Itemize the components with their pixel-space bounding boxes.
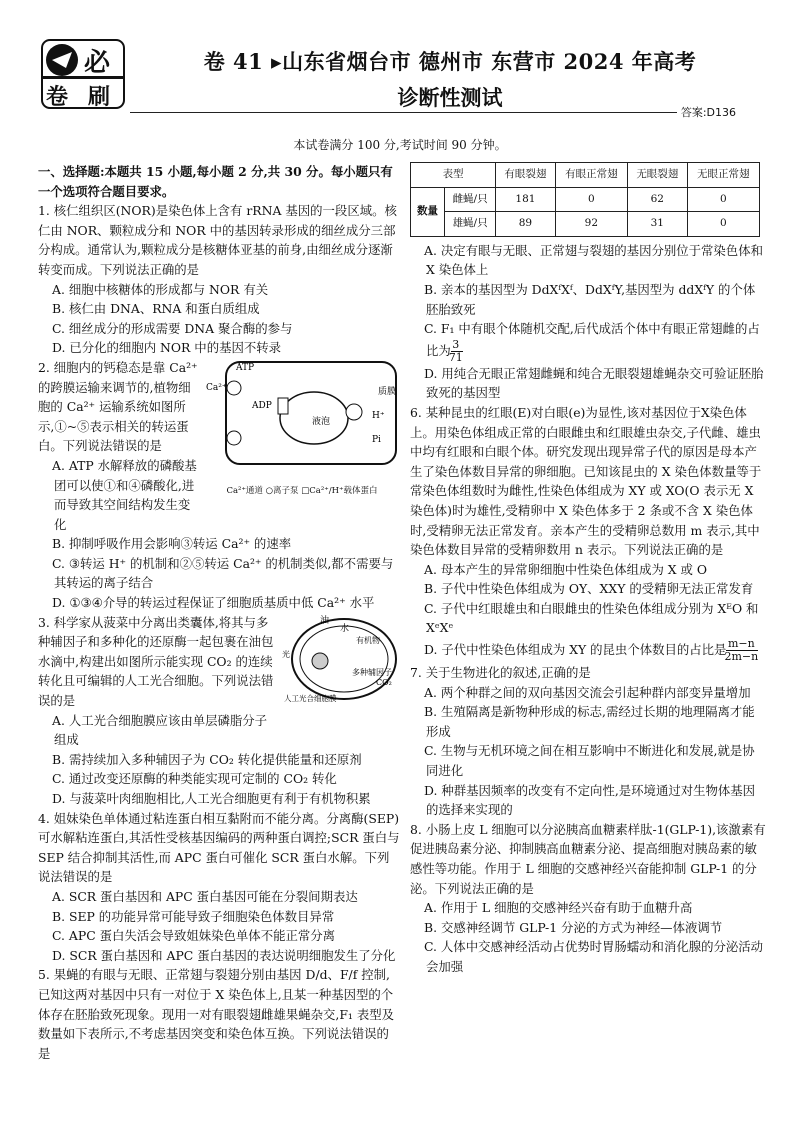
q1-option-a[interactable]: A. 细胞中核糖体的形成都与 NOR 有关 (52, 281, 269, 297)
q8-option-a[interactable]: A. 作用于 L 细胞的交感神经兴奋有助于血糖升高 (424, 900, 693, 916)
q8-stem: 8. 小肠上皮 L 细胞可以分泌胰高血糖素样肽-1(GLP-1),该激素有促进胰岛素分泌、抑制胰高血糖素分泌、提高细胞对胰岛素的敏感性等功能。作用于 L 细胞的交感神经兴奋能抑制 GLP-1 的分泌。下列说法正确的是 (410, 821, 766, 896)
q3-stem: 3. 科学家从菠菜中分离出类囊体,将其与多种辅因子和多种化的还原酶一起包裹在油包水滴中,构建出如图所示能实现 CO₂ 的连续转化且可编辑的人工光合细胞。下列说法错误的是 (38, 614, 274, 709)
exam-note: 本试卷满分 100 分,考试时间 90 分钟。 (293, 138, 507, 152)
q5-fraction (448, 337, 463, 364)
q3-option-d[interactable]: D. 与菠菜叶肉细胞相比,人工光合细胞更有利于有机物积累 (52, 791, 371, 806)
artificial-cell-diagram (280, 613, 400, 705)
q5-option-a[interactable]: A. 决定有眼与无眼、正常翅与裂翅的基因分别位于常染色体和 X 染色体上 (424, 242, 763, 278)
page-title: 卷 41 ▸山东省烟台市 德州市 东营市 2024 年高考 (203, 49, 697, 74)
page-subtitle: 诊断性测试 (397, 85, 503, 110)
q5-cell: 92 (555, 212, 627, 237)
q6-fraction (726, 638, 758, 663)
q5-table-header: 表型 (411, 163, 496, 188)
q5-option-c[interactable] (410, 319, 766, 364)
section-heading: 一、选择题:本题共 15 小题,每小题 2 分,共 30 分。每小题只有一个选项符合题目要求。 (38, 164, 393, 199)
q5-row-label: 雄蝇/只 (445, 212, 496, 237)
q5-cell: 0 (555, 187, 627, 212)
answer-code: 答案:D136 (677, 104, 740, 120)
q5-cell: 31 (628, 212, 688, 237)
q3-option-c[interactable]: C. 通过改变还原酶的种类能实现可定制的 CO₂ 转化 (52, 771, 337, 787)
diagram-label-atp: ATP (236, 362, 255, 373)
diagram-label-vacuole: 液泡 (312, 416, 331, 427)
logo-char-juan: 卷 (46, 84, 69, 110)
q8-option-c[interactable]: C. 人体中交感神经活动占优势时胃肠蠕动和消化腺的分泌活动会加强 (424, 939, 764, 974)
fraction-denominator: 71 (448, 350, 463, 364)
right-column (410, 162, 766, 977)
q7-stem: 7. 关于生物进化的叙述,正确的是 (410, 665, 591, 681)
q5-table-header: 无眼裂翅 (628, 163, 688, 188)
q5-option-b[interactable]: B. 亲本的基因型为 DdXᶠXᶠ、DdXᶠY,基因型为 ddXᶠY 的个体胚胎致死 (424, 281, 756, 317)
q5-row-label: 雌蝇/只 (445, 187, 496, 212)
q7-option-c[interactable]: C. 生物与无机环境之间在相互影响中不断进化和发展,就是协同进化 (424, 743, 755, 779)
fraction-denominator: 2m−n (724, 650, 759, 664)
diagram-label-h: H⁺ (372, 410, 385, 421)
q4-option-d[interactable]: D. SCR 蛋白基因和 APC 蛋白基因的表达说明细胞发生了分化 (52, 947, 396, 963)
label-co2: CO₂ (376, 677, 392, 687)
calcium-transport-diagram (204, 358, 400, 476)
fraction-numerator: m−n (726, 638, 758, 651)
q2-stem: 2. 细胞内的钙稳态是靠 Ca²⁺ 的跨膜运输来调节的,植物细胞的 Ca²⁺ 运输系统如图所示,①~⑤表示相关的转运蛋白。下列说法错误的是 (38, 359, 198, 454)
q7-option-a[interactable]: A. 两个种群之间的双向基因交流会引起种群内部变异量增加 (424, 684, 751, 700)
q2-option-a[interactable]: A. ATP 水解释放的磷酸基团可以使①和④磷酸化,进而导致其空间结构发生变化 (52, 457, 197, 532)
q2-option-d[interactable]: D. ①③④介导的转运过程保证了细胞质基质中低 Ca²⁺ 水平 (52, 595, 375, 611)
q5-option-d[interactable]: D. 用纯合无眼正常翅雌蝇和纯合无眼裂翅雄蝇杂交可验证胚胎致死的基因型 (424, 365, 764, 401)
q3-option-b[interactable]: B. 需持续加入多种辅因子为 CO₂ 转化提供能量和还原剂 (52, 751, 362, 767)
q3-option-a[interactable]: A. 人工光合细胞膜应该由单层磷脂分子组成 (52, 712, 268, 748)
q7-option-d[interactable]: D. 种群基因频率的改变有不定向性,是环境通过对生物体基因的选择来实现的 (424, 782, 756, 818)
q1-stem: 1. 核仁组织区(NOR)是染色体上含有 rRNA 基因的一段区域。核仁由 NOR、颗粒成分和 NOR 中的基因转录形成的细丝成分三部分构成。通常认为,颗粒成分是核糖体亚基的前身,由细丝成分逐渐转变而成。下列说法正确的是 (38, 203, 397, 277)
q1-option-c[interactable]: C. 细丝成分的形成需要 DNA 聚合酶的参与 (52, 320, 293, 336)
q5-table (410, 162, 760, 237)
diagram-label-adp: ADP (252, 400, 272, 411)
brand-logo (40, 38, 126, 110)
q4-option-a[interactable]: A. SCR 蛋白基因和 APC 蛋白基因可能在分裂间期表达 (52, 888, 358, 904)
q5-table-header-row (411, 163, 760, 188)
diagram-label-membrane: 质膜 (378, 386, 397, 397)
q8-option-b[interactable]: B. 交感神经调节 GLP-1 分泌的方式为神经—体液调节 (424, 919, 723, 935)
q6-option-d-text: D. 子代中性染色体组成为 XY 的昆虫个体数目的占比是 (424, 642, 727, 658)
q5-cell: 181 (496, 187, 556, 212)
q2-option-b[interactable]: B. 抑制呼吸作用会影响③转运 Ca²⁺ 的速率 (52, 536, 292, 552)
q3-block (38, 613, 400, 711)
logo-char-bi: 必 (84, 48, 111, 78)
q6-stem: 6. 某种昆虫的红眼(E)对白眼(e)为显性,该对基因位于X染色体上。用染色体组成正常的白眼雌虫和红眼雄虫杂交,子代雌、雄虫中均有红眼和白眼个体。研究发现出现异常子代的原因是母本产生了染色体数目异常的卵细胞。已知该昆虫的 X 染色体数量等于常染色体组数时为雌性,性染色体组成为 XY 或 XO(O 表示无 X 染色体)时为雄性,受精卵中 X 染色体多于 2 条或不含 X 染色体时,受精卵无法正常发育。亲本产生的受精卵总数用 m 表示,其中染色体数目异常的受精卵数用 n 表示。下列说法正确的是 (410, 404, 762, 558)
q1-option-b[interactable]: B. 核仁由 DNA、RNA 和蛋白质组成 (52, 301, 260, 317)
left-column (38, 162, 400, 1063)
q5-table-group-label: 数量 (411, 187, 445, 236)
label-water: 水 (340, 623, 350, 634)
table-row (411, 212, 760, 237)
q2-legend: Ca²⁺通道 ○离子泵 □Ca²⁺/H⁺载体蛋白 (226, 485, 378, 496)
q5-cell: 0 (687, 212, 759, 237)
header-rule (130, 112, 730, 113)
q5-cell: 0 (687, 187, 759, 212)
q5-table-header: 有眼正常翅 (555, 163, 627, 188)
q6-option-c[interactable]: C. 子代中红眼雄虫和白眼雌虫的性染色体组成分别为 XᴱO 和 XᵉXᵉ (424, 600, 759, 636)
q3-diagram (280, 613, 400, 711)
q5-option-c-text: C. F₁ 中有眼个体随机交配,后代成活个体中有眼正常翅雌的占比为 (424, 321, 760, 358)
q5-table-header: 有眼裂翅 (496, 163, 556, 188)
q6-option-a[interactable]: A. 母本产生的异常卵细胞中性染色体组成为 X 或 O (424, 561, 708, 577)
logo-char-shua: 刷 (88, 84, 111, 110)
q5-stem: 5. 果蝇的有眼与无眼、正常翅与裂翅分别由基因 D/d、F/f 控制,已知这两对基因中只有一对位于 X 染色体上,且某一种基因型的个体存在胚胎致死现象。现用一对有眼裂翅雌雄果蝇杂交,F₁ 表型及数量如下表所示,不考虑基因突变和染色体互换。下列说法错误的是 (38, 967, 394, 1061)
q6-option-b[interactable]: B. 子代中性染色体组成为 OY、XXY 的受精卵无法正常发育 (424, 581, 754, 597)
table-row (411, 187, 760, 212)
label-membrane: 人工光合细胞膜 (284, 693, 337, 703)
diagram-label-ca: Ca²⁺ (206, 382, 227, 393)
q4-option-c[interactable]: C. APC 蛋白失活会导致姐妹染色单体不能正常分离 (52, 928, 336, 944)
label-oil: 油 (320, 615, 330, 626)
q5-cell: 89 (496, 212, 556, 237)
q7-option-b[interactable]: B. 生殖隔离是新物种形成的标志,需经过长期的地理隔离才能形成 (424, 704, 755, 739)
q5-table-header: 无眼正常翅 (687, 163, 759, 188)
q5-cell: 62 (628, 187, 688, 212)
label-cofactors: 多种辅因子 (352, 667, 392, 677)
q4-stem: 4. 姐妹染色单体通过粘连蛋白相互黏附而不能分离。分离酶(SEP)可水解粘连蛋白,其活性受核基因编码的两种蛋白调控;SCR 蛋白与 SEP 结合抑制其活性,而 APC 蛋白可催化 SCR 蛋白水解。下列说法错误的是 (38, 810, 400, 885)
q1-option-d[interactable]: D. 已分化的细胞内 NOR 中的基因不转录 (52, 340, 282, 356)
q2-diagram (204, 358, 400, 501)
label-light: 光 (282, 649, 290, 659)
q2-option-c[interactable]: C. ③转运 H⁺ 的机制和②⑤转运 Ca²⁺ 的机制类似,都不需要与其转运的离子结合 (52, 555, 394, 591)
q6-option-d[interactable] (410, 638, 766, 663)
diagram-label-pi: Pi (372, 434, 381, 445)
fraction-numerator: 3 (451, 339, 463, 352)
q4-option-b[interactable]: B. SEP 的功能异常可能导致子细胞染色体数目异常 (52, 908, 335, 924)
label-organics: 有机物 (356, 635, 380, 645)
